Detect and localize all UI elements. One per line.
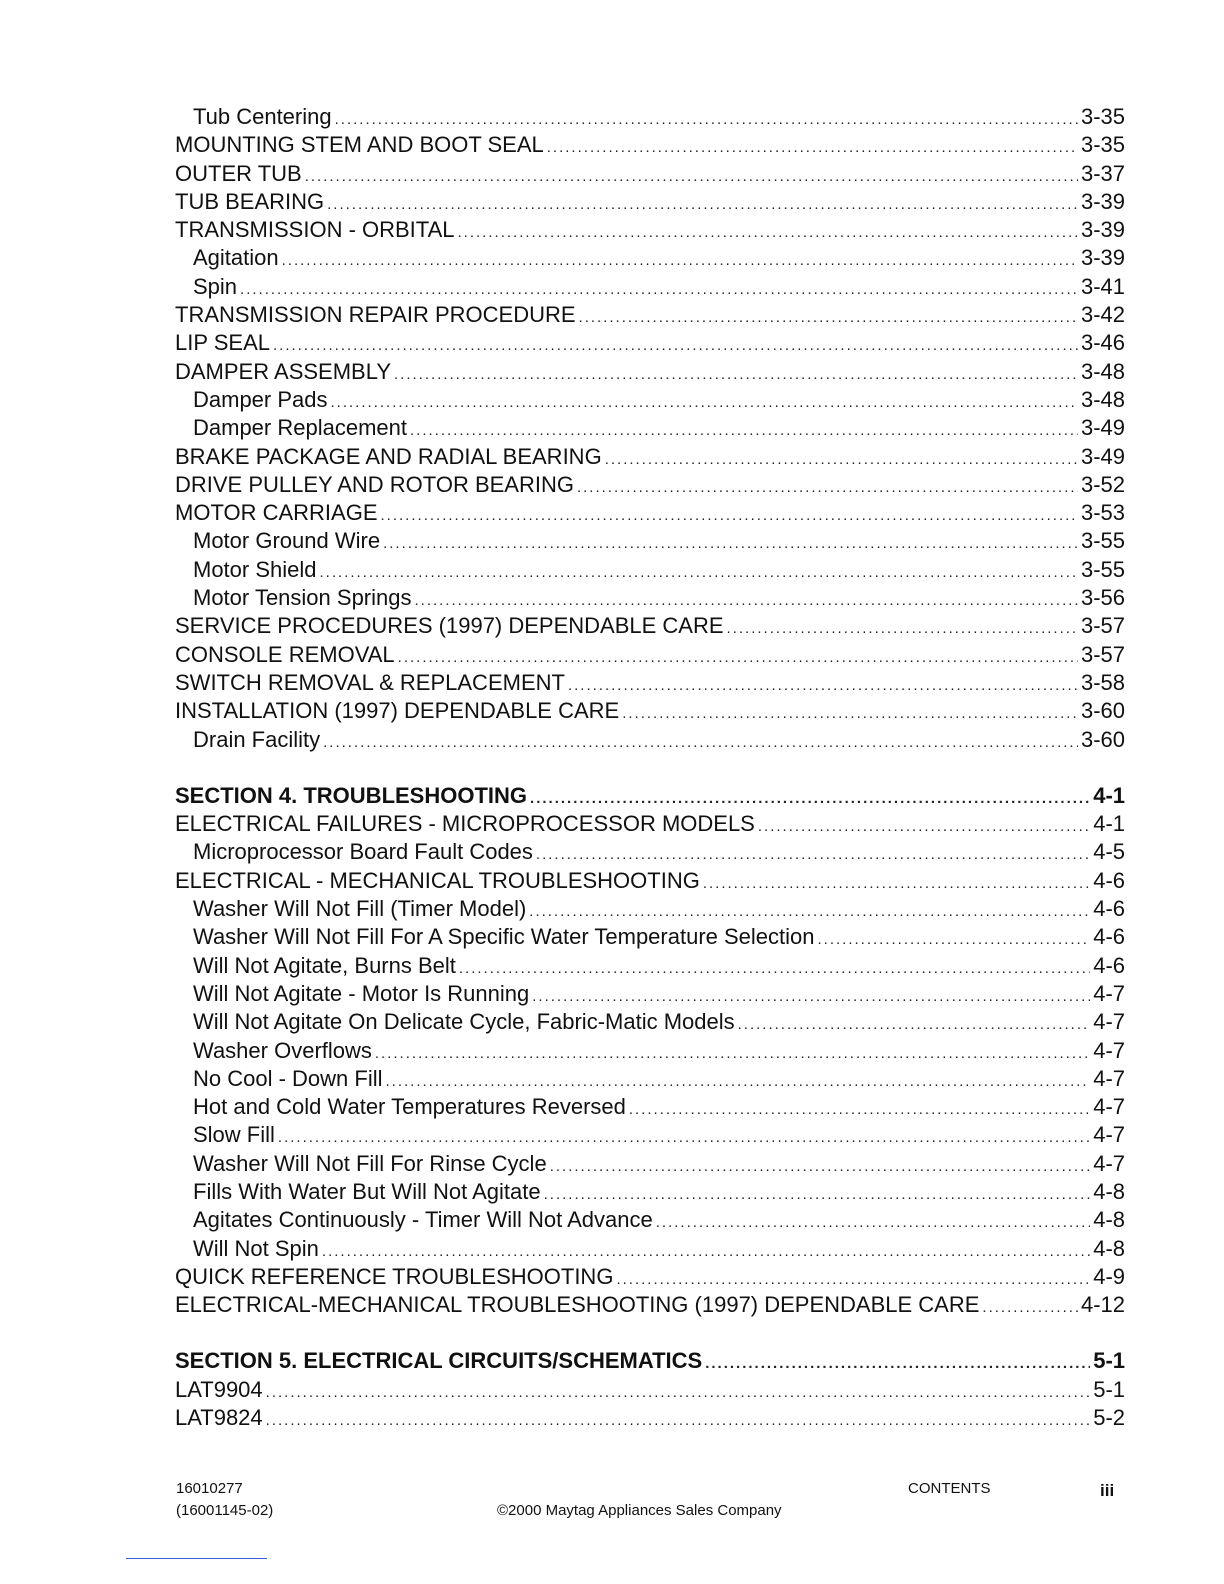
leader-dots — [282, 247, 1078, 275]
leader-dots — [529, 898, 1090, 926]
leader-dots — [278, 1124, 1090, 1152]
toc-entry — [175, 301, 1125, 329]
document-number — [176, 1478, 273, 1522]
leader-dots — [415, 587, 1078, 615]
leader-dots — [568, 672, 1078, 700]
toc-entry — [175, 697, 1125, 725]
toc-entry-title: Spin — [193, 273, 238, 299]
toc-entry-page: 3-60 — [1080, 726, 1125, 752]
toc-subentry — [175, 527, 1125, 555]
leader-dots — [622, 700, 1078, 728]
toc-subentry — [175, 414, 1125, 442]
leader-dots — [738, 1011, 1091, 1039]
toc-subentry — [175, 1037, 1125, 1065]
leader-dots — [629, 1096, 1090, 1124]
toc-entry — [175, 188, 1125, 216]
leader-dots — [323, 729, 1078, 757]
contents-label: CONTENTS — [908, 1480, 991, 1497]
toc-entry-page: 5-1 — [1093, 1348, 1125, 1374]
toc-subentry — [175, 980, 1125, 1008]
toc-entry-title: TRANSMISSION - ORBITAL — [175, 217, 455, 243]
toc-entry-title: LAT9904 — [175, 1376, 263, 1402]
toc-entry — [175, 131, 1125, 159]
toc-section-heading — [175, 1347, 1125, 1375]
toc-entry-title: ELECTRICAL - MECHANICAL TROUBLESHOOTING — [175, 867, 700, 893]
toc-entry-page: 3-52 — [1080, 471, 1125, 497]
toc-entry-page: 4-8 — [1093, 1178, 1125, 1204]
toc-entry-title: SECTION 4. TROUBLESHOOTING — [175, 782, 528, 808]
toc-entry-page: 4-7 — [1093, 1122, 1125, 1148]
toc-entry — [175, 810, 1125, 838]
toc-entry-title: DAMPER ASSEMBLY — [175, 358, 391, 384]
leader-dots — [550, 1153, 1091, 1181]
toc-subentry — [175, 556, 1125, 584]
toc-entry-page: 3-49 — [1080, 443, 1125, 469]
toc-entry-page: 3-35 — [1080, 104, 1125, 129]
toc-entry — [175, 329, 1125, 357]
leader-dots — [656, 1209, 1090, 1237]
toc-entry-page: 4-7 — [1093, 1009, 1125, 1035]
toc-entry-title: Tub Centering — [193, 104, 332, 129]
section-gap — [175, 754, 1125, 782]
toc-entry — [175, 1291, 1125, 1319]
toc-entry-page: 4-7 — [1093, 1065, 1125, 1091]
toc-entry-title: Fills With Water But Will Not Agitate — [193, 1178, 541, 1204]
page-number: iii — [1100, 1481, 1115, 1500]
leader-dots — [381, 502, 1078, 530]
toc-entry-title: Agitates Continuously - Timer Will Not Advance — [193, 1207, 653, 1233]
toc-entry-page: 4-8 — [1093, 1235, 1125, 1261]
toc-entry-page: 4-12 — [1080, 1292, 1125, 1318]
leader-dots — [605, 446, 1078, 474]
toc-entry-title: MOTOR CARRIAGE — [175, 500, 378, 526]
leader-dots — [982, 1294, 1078, 1322]
section-gap — [175, 1319, 1125, 1347]
doc-number: 16010277 — [176, 1480, 243, 1497]
toc-entry — [175, 443, 1125, 471]
toc-entry-title: DRIVE PULLEY AND ROTOR BEARING — [175, 471, 574, 497]
toc-entry-title: Motor Shield — [193, 556, 317, 582]
toc-entry-page: 3-39 — [1080, 217, 1125, 243]
leader-dots — [273, 332, 1078, 360]
toc-entry-page: 4-1 — [1093, 782, 1125, 808]
leader-dots — [818, 926, 1091, 954]
toc-entry-title: Will Not Agitate, Burns Belt — [193, 952, 456, 978]
toc-entry-title: No Cool - Down Fill — [193, 1065, 383, 1091]
toc-subentry — [175, 1121, 1125, 1149]
toc-subentry — [175, 584, 1125, 612]
toc-subentry — [175, 103, 1125, 131]
toc-entry-page: 3-39 — [1080, 188, 1125, 214]
toc-subentry — [175, 923, 1125, 951]
leader-dots — [547, 134, 1078, 162]
toc-entry-page: 4-7 — [1093, 1094, 1125, 1120]
toc-entry-page: 3-39 — [1080, 245, 1125, 271]
leader-dots — [331, 389, 1078, 417]
toc-entry-page: 4-9 — [1093, 1263, 1125, 1289]
toc-entry-title: SECTION 5. ELECTRICAL CIRCUITS/SCHEMATICS — [175, 1348, 703, 1374]
toc-subentry — [175, 244, 1125, 272]
toc-entry — [175, 499, 1125, 527]
leader-dots — [240, 276, 1078, 304]
leader-dots — [322, 1238, 1090, 1266]
toc-entry-title: Washer Will Not Fill For Rinse Cycle — [193, 1150, 547, 1176]
leader-dots — [375, 1040, 1090, 1068]
toc-entry — [175, 612, 1125, 640]
doc-number-alt: (16001145-02) — [176, 1502, 274, 1519]
toc-entry-page: 4-6 — [1093, 924, 1125, 950]
toc-subentry — [175, 1150, 1125, 1178]
toc-subentry — [175, 1178, 1125, 1206]
toc-entry-title: SWITCH REMOVAL & REPLACEMENT — [175, 669, 565, 695]
toc-entry — [175, 1263, 1125, 1291]
toc-section-heading — [175, 782, 1125, 810]
leader-dots — [266, 1379, 1091, 1407]
toc-entry — [175, 471, 1125, 499]
toc-subentry — [175, 1093, 1125, 1121]
leader-dots — [579, 304, 1078, 332]
toc-entry-page: 4-6 — [1093, 896, 1125, 922]
toc-entry-title: TUB BEARING — [175, 188, 325, 214]
leader-dots — [386, 1068, 1091, 1096]
toc-entry-title: SERVICE PROCEDURES (1997) DEPENDABLE CARE — [175, 613, 724, 639]
toc-entry-page: 5-1 — [1093, 1376, 1125, 1402]
leader-dots — [703, 870, 1090, 898]
leader-dots — [536, 841, 1090, 869]
toc-entry-page: 3-56 — [1080, 585, 1125, 611]
toc-entry-page: 4-7 — [1093, 980, 1125, 1006]
toc-entry-title: Damper Replacement — [193, 415, 407, 441]
toc-subentry — [175, 386, 1125, 414]
toc-entry-page: 4-1 — [1093, 811, 1125, 837]
leader-dots — [410, 417, 1078, 445]
toc-entry — [175, 669, 1125, 697]
toc-entry — [175, 358, 1125, 386]
toc-entry-title: Drain Facility — [193, 726, 321, 752]
toc-subentry — [175, 1065, 1125, 1093]
toc-entry-page: 4-7 — [1093, 1037, 1125, 1063]
toc-entry-page: 3-41 — [1080, 273, 1125, 299]
toc-entry-title: QUICK REFERENCE TROUBLESHOOTING — [175, 1263, 614, 1289]
toc-entry-title: Motor Tension Springs — [193, 585, 412, 611]
toc-entry-page: 3-55 — [1080, 556, 1125, 582]
toc-entry-page: 3-48 — [1080, 386, 1125, 412]
toc-entry-title: LIP SEAL — [175, 330, 270, 356]
leader-dots — [266, 1407, 1091, 1435]
toc-entry-title: CONSOLE REMOVAL — [175, 641, 395, 667]
toc-entry-title: Hot and Cold Water Temperatures Reversed — [193, 1094, 626, 1120]
toc-entry-title: Washer Overflows — [193, 1037, 372, 1063]
toc-subentry — [175, 1235, 1125, 1263]
toc-entry-title: Will Not Agitate On Delicate Cycle, Fabric-Matic Models — [193, 1009, 735, 1035]
toc-subentry — [175, 895, 1125, 923]
toc-entry-title: Will Not Agitate - Motor Is Running — [193, 980, 530, 1006]
toc-entry — [175, 1404, 1125, 1432]
toc-entry-title: Will Not Spin — [193, 1235, 319, 1261]
table-of-contents — [175, 103, 1125, 1432]
leader-dots — [305, 163, 1078, 191]
toc-entry-page: 4-8 — [1093, 1207, 1125, 1233]
toc-entry — [175, 867, 1125, 895]
leader-dots — [459, 955, 1090, 983]
scan-edge-line — [126, 1558, 267, 1559]
toc-entry-page: 3-37 — [1080, 160, 1125, 186]
toc-entry — [175, 160, 1125, 188]
toc-entry-page: 3-60 — [1080, 698, 1125, 724]
toc-entry-page: 3-49 — [1080, 415, 1125, 441]
toc-entry-page: 3-35 — [1080, 132, 1125, 158]
leader-dots — [320, 559, 1078, 587]
leader-dots — [705, 1350, 1090, 1378]
toc-entry-page: 3-57 — [1080, 641, 1125, 667]
toc-subentry — [175, 952, 1125, 980]
toc-entry — [175, 216, 1125, 244]
toc-entry-title: Slow Fill — [193, 1122, 275, 1148]
toc-entry-title: BRAKE PACKAGE AND RADIAL BEARING — [175, 443, 602, 469]
toc-entry — [175, 641, 1125, 669]
toc-entry-title: Washer Will Not Fill (Timer Model) — [193, 896, 527, 922]
toc-entry-page: 3-48 — [1080, 358, 1125, 384]
toc-entry-page: 3-58 — [1080, 669, 1125, 695]
toc-entry-title: OUTER TUB — [175, 160, 302, 186]
leader-dots — [616, 1266, 1090, 1294]
leader-dots — [398, 644, 1078, 672]
toc-entry-title: INSTALLATION (1997) DEPENDABLE CARE — [175, 698, 620, 724]
toc-entry-title: ELECTRICAL-MECHANICAL TROUBLESHOOTING (1997) DEPENDABLE CARE — [175, 1292, 980, 1318]
toc-entry-page: 3-46 — [1080, 330, 1125, 356]
leader-dots — [577, 474, 1078, 502]
toc-entry-title: TRANSMISSION REPAIR PROCEDURE — [175, 302, 576, 328]
toc-entry-page: 3-57 — [1080, 613, 1125, 639]
toc-entry-page: 4-7 — [1093, 1150, 1125, 1176]
toc-entry-page: 4-6 — [1093, 952, 1125, 978]
toc-entry-page: 5-2 — [1093, 1405, 1125, 1431]
toc-entry-title: MOUNTING STEM AND BOOT SEAL — [175, 132, 544, 158]
toc-entry — [175, 1376, 1125, 1404]
toc-subentry — [175, 1008, 1125, 1036]
toc-entry-page: 4-6 — [1093, 867, 1125, 893]
toc-entry-title: Motor Ground Wire — [193, 528, 381, 554]
toc-subentry — [175, 838, 1125, 866]
leader-dots — [727, 615, 1078, 643]
leader-dots — [532, 983, 1090, 1011]
toc-entry-title: LAT9824 — [175, 1405, 263, 1431]
toc-subentry — [175, 273, 1125, 301]
leader-dots — [530, 785, 1090, 813]
leader-dots — [458, 219, 1078, 247]
toc-entry-title: ELECTRICAL FAILURES - MICROPROCESSOR MODELS — [175, 811, 755, 837]
leader-dots — [758, 813, 1090, 841]
toc-entry-page: 3-55 — [1080, 528, 1125, 554]
leader-dots — [383, 530, 1078, 558]
toc-subentry — [175, 726, 1125, 754]
toc-entry-page: 3-53 — [1080, 500, 1125, 526]
leader-dots — [335, 106, 1078, 134]
toc-entry-title: Damper Pads — [193, 386, 328, 412]
toc-entry-page: 3-42 — [1080, 302, 1125, 328]
toc-entry-page: 4-5 — [1093, 839, 1125, 865]
leader-dots — [327, 191, 1078, 219]
toc-entry-title: Microprocessor Board Fault Codes — [193, 839, 533, 865]
toc-entry-title: Agitation — [193, 245, 279, 271]
toc-entry-title: Washer Will Not Fill For A Specific Water Temperature Selection — [193, 924, 815, 950]
copyright-notice: ©2000 Maytag Appliances Sales Company — [497, 1502, 782, 1519]
leader-dots — [394, 361, 1078, 389]
toc-subentry — [175, 1206, 1125, 1234]
leader-dots — [544, 1181, 1091, 1209]
